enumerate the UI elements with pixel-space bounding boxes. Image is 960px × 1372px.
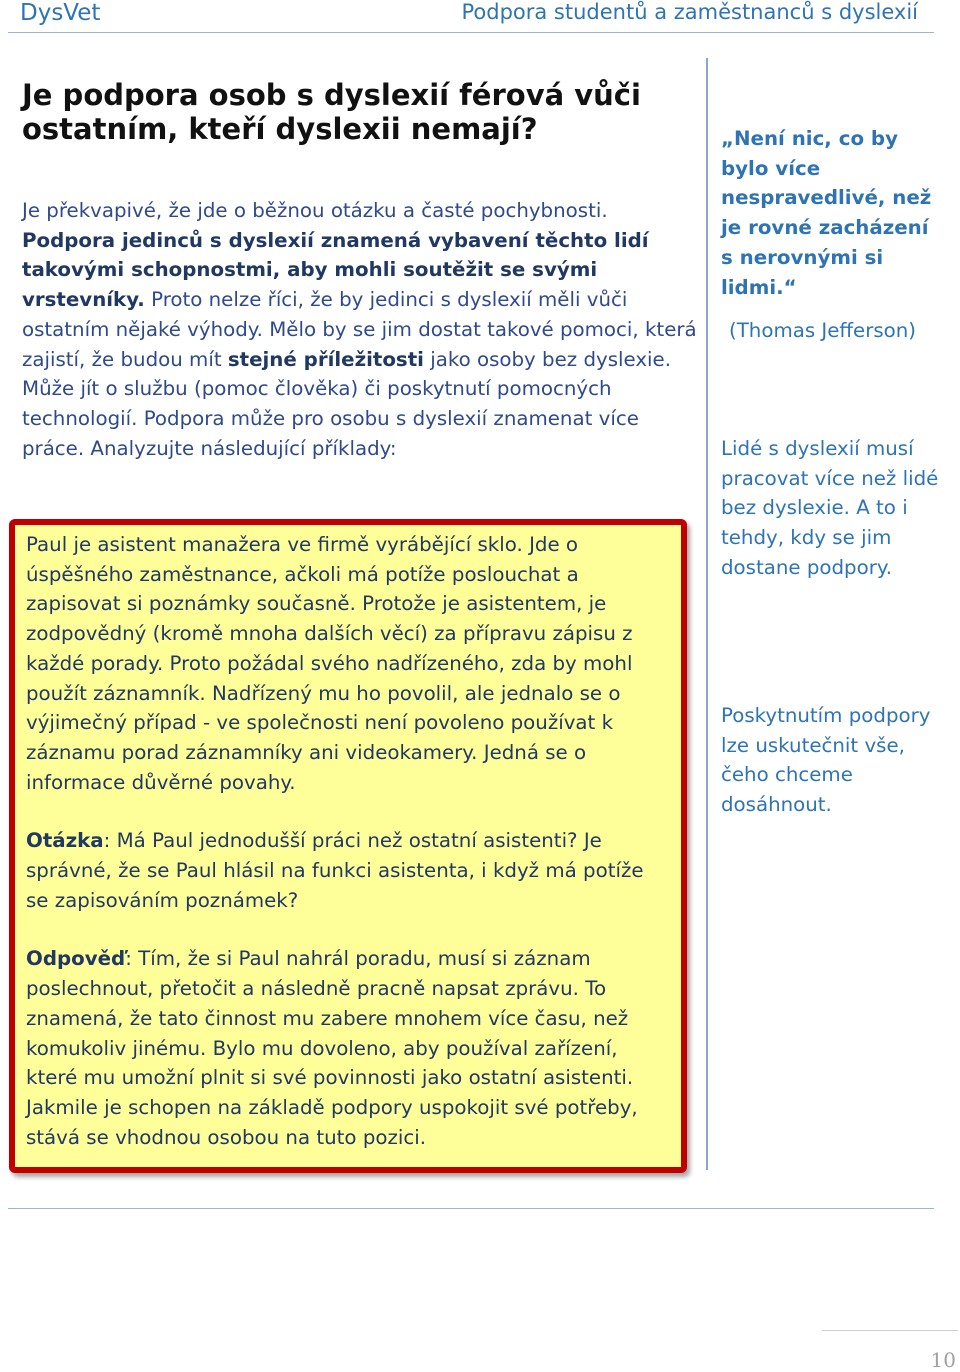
- page-title: Je podpora osob s dyslexií férová vůči ostatním, kteří dyslexii nemají?: [22, 78, 641, 146]
- header-divider: [8, 32, 934, 33]
- question-paragraph: [26, 826, 668, 915]
- example-content: [26, 530, 668, 1152]
- sidebar-divider: [706, 58, 708, 1170]
- answer-text: : Tím, že si Paul nahrál poradu, musí si záznam poslechnout, přetočit a následně pracně napsat zprávu. To znamená, že tato činnost mu zabere mnohem více času, než komukoliv jinému. Bylo mu dovoleno, aby používal zařízení, které mu umožní plnit si své povinnosti jako ostatní asistenti. Jakmile je schopen na základě podpory uspokojit své potřeby, stává se vhodnou osobou na tuto pozici.: [26, 947, 638, 1149]
- intro-paragraph: [22, 196, 702, 463]
- question-label: Otázka: [26, 829, 104, 853]
- intro-text-3: jako osoby bez dyslexie. Může jít o službu (pomoc člověka) či poskytnutí pomocných technologií. Podpora může pro osobu s dyslexií znamenat více práce. Analyzujte následující příklady:: [22, 347, 671, 460]
- intro-text-2: Proto nelze říci, že by jedinci s dyslexií měli vůči ostatním nějaké výhody. Mělo by se jim dostat takové pomoci, která zajistí, že budou mít: [22, 288, 697, 371]
- sidebar-note-1: Lidé s dyslexií musí pracovat více než lidé bez dyslexie. A to i tehdy, kdy se jim dostane podpory.: [721, 437, 939, 579]
- intro-text-1: Je překvapivé, že jde o běžnou otázku a časté pochybnosti.: [22, 199, 608, 222]
- header-title: Podpora studentů a zaměstnanců s dyslexií: [461, 0, 918, 24]
- page-number-rule: [822, 1330, 958, 1331]
- intro-bold-2: stejné příležitosti: [227, 347, 424, 371]
- answer-label: Odpověď: [26, 947, 126, 971]
- footer-divider: [8, 1208, 934, 1209]
- header-brand: DysVet: [20, 0, 101, 26]
- question-text: : Má Paul jednodušší práci než ostatní asistenti? Je správné, že se Paul hlásil na funkci asistenta, i když má potíže se zapisováním poznámek?: [26, 829, 644, 912]
- answer-paragraph: [26, 944, 668, 1152]
- sidebar-quote: „Není nic, co by bylo více nespravedlivé, než je rovné zacházení s nerovnými si lidmi.“: [721, 127, 932, 299]
- page-number: 10: [930, 1348, 956, 1372]
- sidebar-quote-author: (Thomas Jefferson): [729, 319, 917, 342]
- sidebar-note-2: Poskytnutím podpory lze uskutečnit vše, čeho chceme dosáhnout.: [721, 704, 931, 817]
- intro-bold-1: Podpora jedinců s dyslexií znamená vybavení těchto lidí takovými schopnostmi, aby mohli soutěžit se svými vrstevníky.: [22, 228, 649, 312]
- example-text: Paul je asistent manažera ve firmě vyrábějící sklo. Jde o úspěšného zaměstnance, ačkoli má potíže poslouchat a zapisovat si poznámky současně. Protože je asistentem, je zodpovědný (kromě mnoha dalších věcí) za přípravu zápisu z každé porady. Proto požádal svého nadřízeného, zda by mohl použít záznamník. Nadřízený mu ho povolil, ale jednalo se o výjimečný případ - ve společnosti není povoleno používat k záznamu porad záznamníky ani videokamery. Jedná se o informace důvěrné povahy.: [26, 533, 633, 794]
